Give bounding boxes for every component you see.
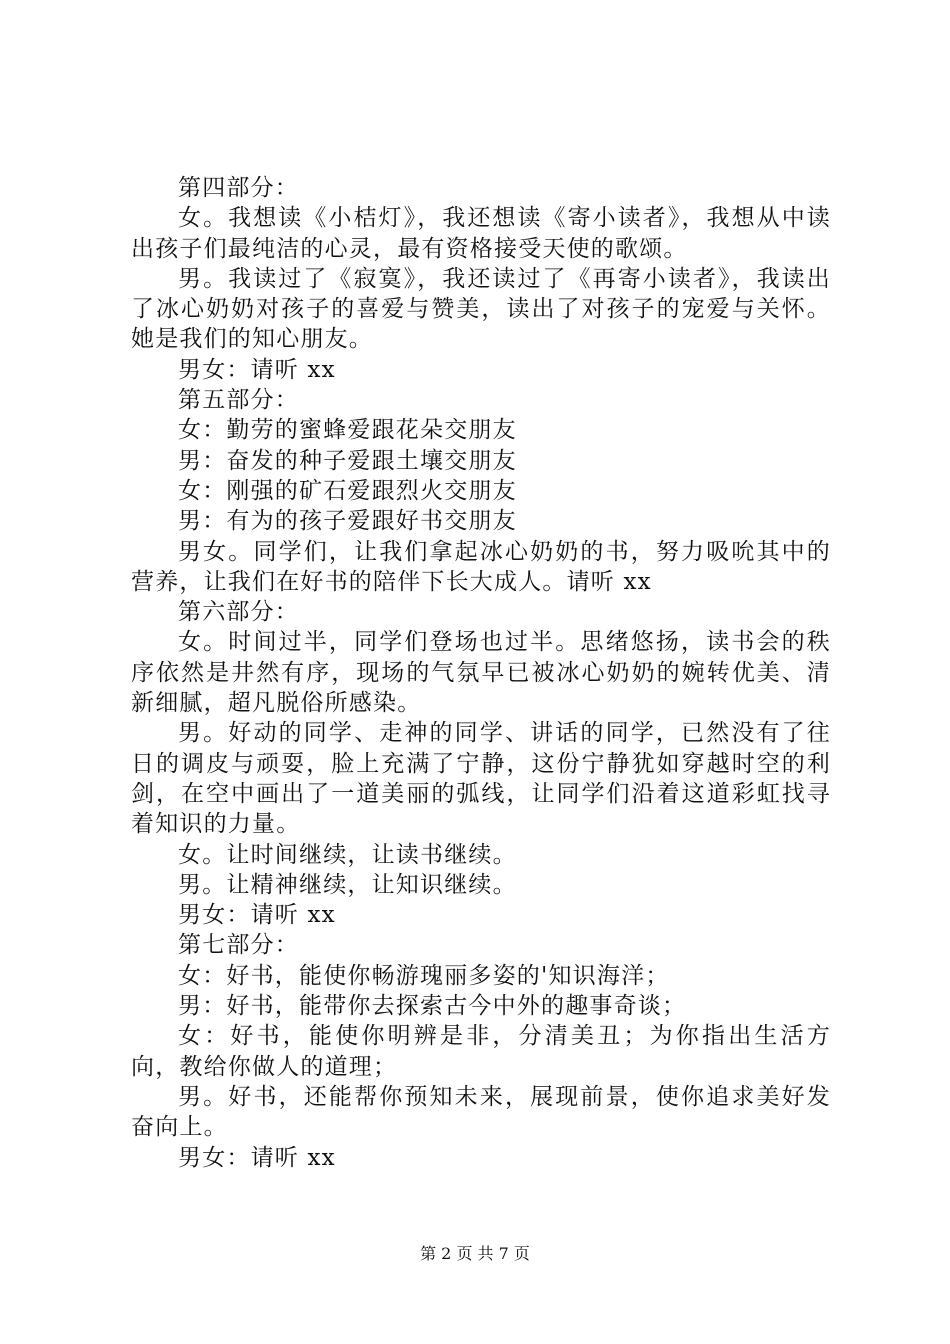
script-line-female: 女。时间过半，同学们登场也过半。思绪悠扬，读书会的秩序依然是井然有序，现场的气氛早已被冰心奶奶的婉转优美、清新细腻，超凡脱俗所感染。 (131, 629, 831, 717)
script-line-male: 男。让精神继续，让知识继续。 (178, 871, 517, 898)
script-line-male: 男：奋发的种子爱跟土壤交朋友 (178, 447, 517, 474)
script-line-both: 男女：请听 xx (178, 1144, 336, 1171)
script-line-male: 男。好书，还能帮你预知未来，展现前景，使你追求美好发奋向上。 (131, 1083, 831, 1141)
section-heading-6: 第六部分： (178, 599, 299, 626)
section-heading-5: 第五部分： (178, 387, 299, 414)
script-line-female: 女：好书，能使你明辨是非，分清美丑；为你指出生活方向，教给你做人的道理； (131, 1023, 831, 1080)
script-line-both: 男女。同学们，让我们拿起冰心奶奶的书，努力吸吮其中的营养，让我们在好书的陪伴下长大成人。请听 xx (131, 538, 831, 595)
script-line-male: 男：有为的孩子爱跟好书交朋友 (178, 508, 517, 535)
script-line-both: 男女：请听 xx (178, 356, 336, 383)
section-heading-7: 第七部分： (178, 932, 299, 959)
script-line-male: 男：好书，能带你去探索古今中外的趣事奇谈； (178, 993, 687, 1020)
script-line-female: 女。让时间继续，让读书继续。 (178, 841, 517, 868)
page-number-footer: 第 2 页 共 7 页 (420, 1244, 530, 1263)
script-line-male: 男。我读过了《寂寞》，我还读过了《再寄小读者》，我读出了冰心奶奶对孩子的喜爱与赞美，读出了对孩子的宠爱与关怀。她是我们的知心朋友。 (131, 265, 831, 353)
document-body (131, 173, 831, 1173)
script-line-female: 女：好书，能使你畅游瑰丽多姿的'知识海洋； (178, 962, 670, 989)
script-line-female: 女。我想读《小桔灯》，我还想读《寄小读者》，我想从中读出孩子们最纯洁的心灵，最有资格接受天使的歌颂。 (131, 205, 831, 262)
script-line-male: 男。好动的同学、走神的同学、讲话的同学，已然没有了往日的调皮与顽耍，脸上充满了宁静，这份宁静犹如穿越时空的利剑，在空中画出了一道美丽的弧线，让同学们沿着这道彩虹找寻着知识的力量。 (131, 720, 831, 838)
script-line-female: 女：刚强的矿石爱跟烈火交朋友 (178, 477, 517, 504)
script-line-both: 男女：请听 xx (178, 902, 336, 929)
section-heading-4: 第四部分： (178, 175, 299, 201)
script-line-female: 女：勤劳的蜜蜂爱跟花朵交朋友 (178, 417, 517, 444)
